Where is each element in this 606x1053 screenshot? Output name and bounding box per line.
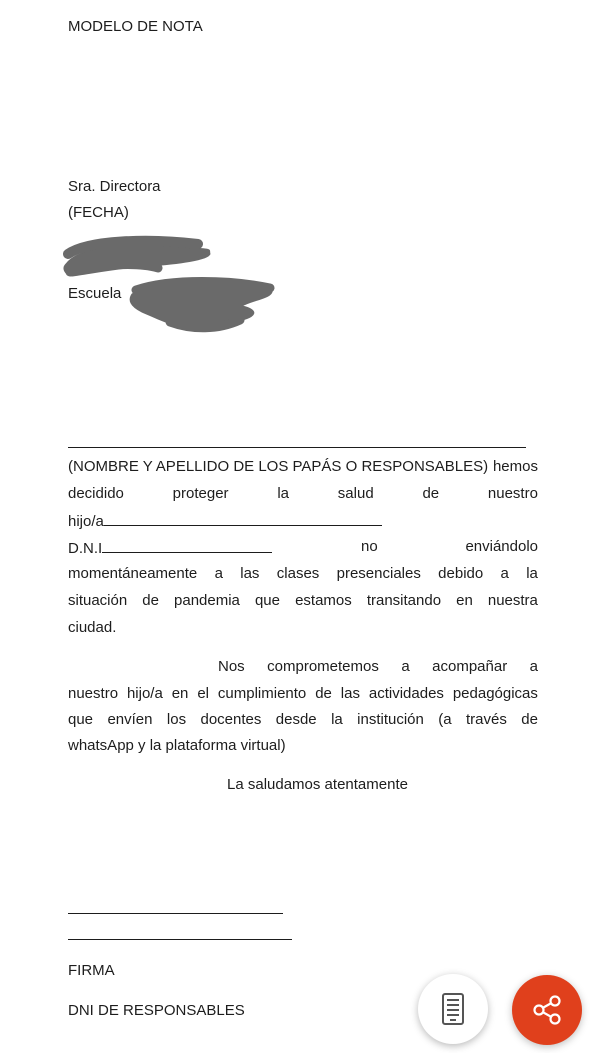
- para1-line2: decidido proteger la salud de nuestro: [68, 485, 538, 502]
- para1-line7: ciudad.: [68, 619, 117, 636]
- para1-line5: momentáneamente a las clases presenciales debido a la: [68, 565, 538, 582]
- document-view-button[interactable]: [418, 974, 488, 1044]
- para1-line1: (NOMBRE Y APELLIDO DE LOS PAPÁS O RESPONSABLES) hemos: [68, 458, 538, 475]
- closing-line: La saludamos atentamente: [227, 776, 408, 793]
- document-icon: [441, 992, 465, 1026]
- child-label: hijo/a: [68, 513, 104, 530]
- document-title: MODELO DE NOTA: [68, 18, 203, 35]
- share-button[interactable]: [512, 975, 582, 1045]
- redaction-scribble: [58, 234, 218, 282]
- recipient-line: Sra. Directora: [68, 178, 161, 195]
- para2-line4: whatsApp y la plataforma virtual): [68, 737, 286, 754]
- signature-line: [68, 913, 283, 914]
- school-line: [68, 284, 121, 304]
- share-icon: [530, 993, 564, 1027]
- child-name-blank: [104, 510, 382, 526]
- redaction-scribble: [122, 276, 280, 334]
- para2-line3: que envíen los docentes desde la institución (a través de: [68, 711, 538, 728]
- para1-line6: situación de pandemia que estamos transitando en nuestra: [68, 592, 538, 609]
- para2-line1: Nos comprometemos a acompañar a: [218, 658, 538, 675]
- name-signature-line: [68, 447, 526, 448]
- school-prefix: Escuela: [68, 285, 122, 302]
- para2-line2: nuestro hijo/a en el cumplimiento de las actividades pedagógicas: [68, 685, 538, 702]
- signature-label: FIRMA: [68, 962, 115, 979]
- para1-line4: D.N.I no enviándolo: [68, 538, 538, 557]
- date-placeholder: (FECHA): [68, 204, 129, 221]
- dni-blank: [102, 537, 272, 553]
- dni-label: D.N.I: [68, 540, 103, 557]
- dni-signature-line: [68, 939, 292, 940]
- para1-line3: [68, 510, 382, 532]
- dni-responsables-label: DNI DE RESPONSABLES: [68, 1002, 245, 1019]
